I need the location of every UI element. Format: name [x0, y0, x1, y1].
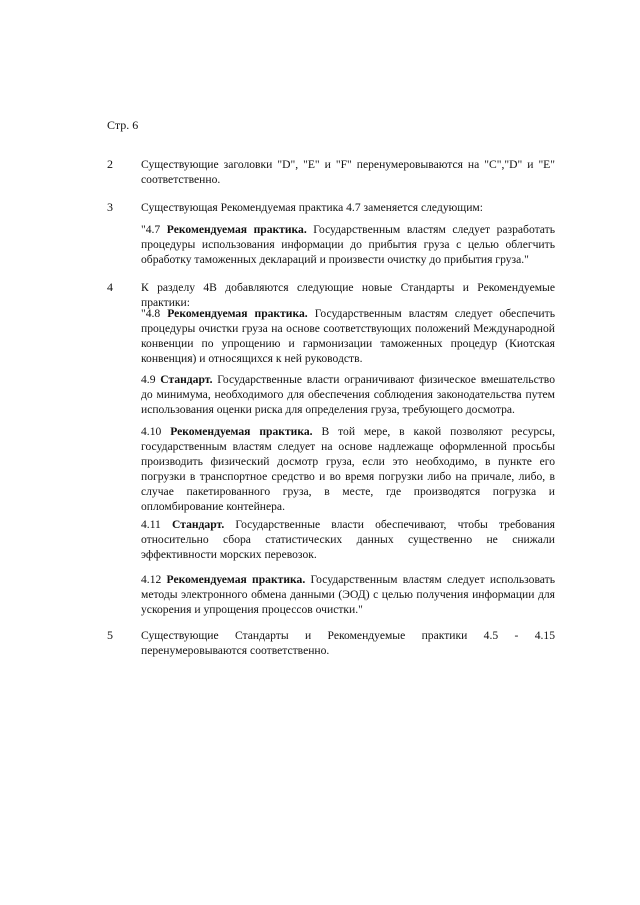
- paragraph-4-8: [141, 306, 555, 366]
- paragraph-4-11: [141, 517, 555, 562]
- paragraph-body: Государственные власти обеспечивают, чтобы требования относительно сбора статистических данных существенно не снижали эффективности морских перевозок.: [141, 518, 555, 561]
- paragraph-body: Государственным властям следует обеспечить процедуры очистки груза на основе соответствующих положений Международной конвенции по упрощению и гармонизации таможенных процедур (Киотская конвенция) и относящихся к ней руководств.: [141, 307, 555, 365]
- paragraph-prefix: 4.9: [141, 373, 161, 386]
- paragraph-4-12: [141, 572, 555, 617]
- item-text: Существующие заголовки "D", "E" и "F" перенумеровываются на "C","D" и "E" соответственно.: [141, 158, 555, 186]
- paragraph-body: Государственным властям следует использовать методы электронного обмена данными (ЭОД) с целью получения информации для ускорения и упрощения процессов очистки.": [141, 573, 555, 616]
- paragraph-prefix: 4.11: [141, 518, 173, 531]
- item-number: 5: [107, 628, 113, 642]
- paragraph-prefix: "4.8: [141, 307, 168, 320]
- paragraph-title: Рекомендуемая практика.: [166, 573, 306, 586]
- item-text: Существующие Стандарты и Рекомендуемые практики 4.5 - 4.15 перенумеровываются соответственно.: [141, 629, 555, 657]
- paragraph-body: Государственные власти ограничивают физическое вмешательство до минимума, необходимого для обеспечения соблюдения законодательства путем использования оценки риска для определения груза, требующего досмотра.: [141, 373, 556, 416]
- paragraph-4-9: [141, 372, 555, 417]
- paragraph-title: Стандарт.: [160, 373, 213, 386]
- paragraph-4-7: [141, 222, 555, 267]
- paragraph-title: Рекомендуемая практика.: [167, 307, 308, 320]
- item-text: Существующая Рекомендуемая практика 4.7 заменяется следующим:: [141, 201, 483, 214]
- paragraph-title: Стандарт.: [172, 518, 225, 531]
- paragraph-body: В той мере, в какой позволяют ресурсы, государственным властям следует на основе надлежаще оформленной просьбы производить физический досмотр груза, если это необходимо, в пункте его погрузки в транспортное средство и во время погрузки либо на причале, либо, в случае пакетированного груза, в месте, где производятся погрузка и опломбирование контейнера.: [141, 425, 555, 513]
- paragraph-prefix: 4.10: [141, 425, 171, 438]
- paragraph-prefix: "4.7: [141, 223, 167, 236]
- paragraph-title: Рекомендуемая практика.: [170, 425, 313, 438]
- item-number: 2: [107, 157, 113, 171]
- page-number: Стр. 6: [107, 118, 139, 132]
- item-number: 3: [107, 200, 113, 214]
- paragraph-title: Рекомендуемая практика.: [166, 223, 307, 236]
- paragraph-prefix: 4.12: [141, 573, 167, 586]
- paragraph-body: Государственным властям следует разработать процедуры использования информации до прибытия груза с целью облегчить обработку таможенных деклараций и произвести очистку до прибытия груза.": [141, 223, 555, 266]
- paragraph-4-10: [141, 424, 555, 514]
- item-text: К разделу 4В добавляются следующие новые Стандарты и Рекомендуемые практики:: [141, 281, 555, 309]
- item-number: 4: [107, 280, 113, 294]
